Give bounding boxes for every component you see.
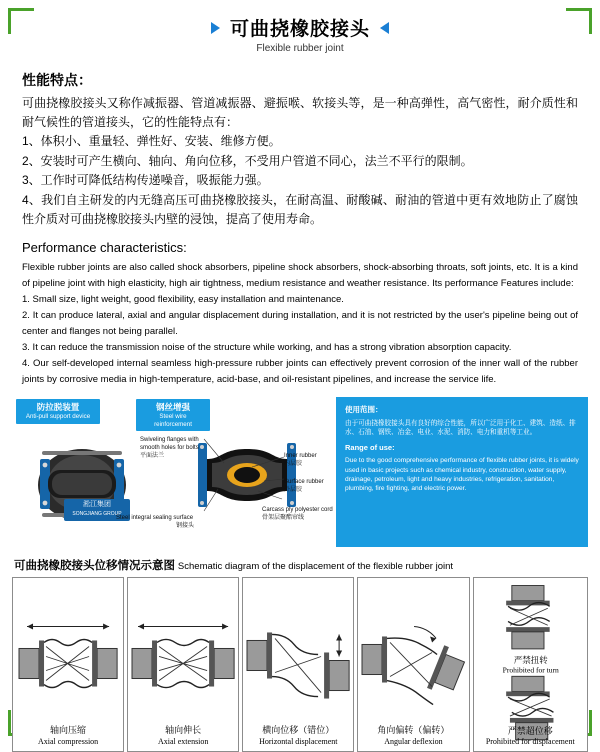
paragraph-cn-4: 4、我们自主研发的内无缝高压可曲挠橡胶接头，在耐高温、耐酸碱、耐油的管道中更有效地防止了腐蚀性介质对可曲挠橡胶接头内壁的浸蚀，提高了使用寿命。 xyxy=(22,192,578,226)
caption-prohibited-displacement: 严禁超位移 Prohibited for displacement xyxy=(485,725,575,747)
paragraph-en-1: 1. Small size, light weight, good flexibility, easy installation and maintenance. xyxy=(22,293,344,305)
schematic-cell-angular-deflexion xyxy=(357,577,469,752)
brand-badge-cn: 淞江集团 xyxy=(83,501,111,509)
figure-label-flat-flange-cn: 平面法兰 xyxy=(140,453,165,460)
schematic-heading xyxy=(14,557,586,573)
prohibited-turn-en: Prohibited for turn xyxy=(502,665,559,675)
corner-decoration-top-left xyxy=(8,8,34,34)
figure-label-surface-rubber: Surface rubber xyxy=(284,479,324,486)
schematic-cell-axial-extension xyxy=(127,577,239,752)
brand-badge-en: SONGJIANG GROUP xyxy=(72,510,122,517)
section-heading-en: Performance characteristics: xyxy=(22,240,187,256)
paragraph-cn-1: 1、体积小、重量轻、弹性好、安装、维修方便。 xyxy=(22,134,281,149)
figure-illustrations xyxy=(12,397,333,547)
schematic-grid xyxy=(12,577,588,752)
paragraph-cn-0: 可曲挠橡胶接头又称作减振器、管道减振器、避振喉、软接头等，是一种高弹性，高气密性，耐介质性和耐气候性的管道接头，它的性能特点有： xyxy=(22,96,578,129)
figure-label-inner-rubber-cn: 内层胶 xyxy=(284,461,303,468)
range-of-use-title-cn: 使用范围： xyxy=(345,405,383,415)
figure-label-sealing-surface: Steel integral sealing surface xyxy=(116,515,194,522)
range-of-use-panel xyxy=(336,397,588,547)
paragraph-en-3: 3. It can reduce the transmission noise of the structure while working, and has a strong vibration absorption capacity. xyxy=(22,342,512,354)
schematic-heading-cn: 可曲挠橡胶接头位移情况示意图 xyxy=(14,560,175,573)
paragraph-cn-2: 2、安装时可产生横向、轴向、角向位移，不受用户管道不同心，法兰不平行的限制。 xyxy=(22,153,473,168)
callout-anti-pull-cn: 防拉脱装置 xyxy=(36,402,80,413)
figure-label-carcass-ply: Carcass ply polyester cord xyxy=(262,507,333,514)
schematic-cell-prohibited xyxy=(473,577,589,752)
callout-steel-wire-cn: 钢丝增强 xyxy=(155,402,190,413)
range-of-use-body-en: Due to the good comprehensive performance of flexible rubber joints, it is widely used in basic projects such as chemical industry, construction, water supply, drainage, petroleum, light and heavy industries, refrigeration, sanitation, plumbing, fire fighting, and electric power. xyxy=(345,457,579,493)
figure-label-swiveling-flanges: Swiveling flanges with xyxy=(140,437,199,444)
corner-decoration-top-right xyxy=(566,8,592,34)
title-row xyxy=(0,14,600,41)
page-header xyxy=(0,0,600,54)
callout-steel-wire-en: Steel wire reinforcement xyxy=(154,412,192,428)
section-heading-cn: 性能特点： xyxy=(22,72,92,88)
callout-anti-pull xyxy=(16,399,100,423)
figure-label-inner-rubber: Inner rubber xyxy=(284,453,317,460)
prohibited-turn-cn: 严禁扭转 xyxy=(513,656,548,667)
caption-horizontal-displacement: 横向位移（错位） Horizontal displacement xyxy=(259,725,338,746)
paragraph-en-2: 2. It can produce lateral, axial and angular displacement during installation, and it is not restricted by the user's pipeline being out of center and flanges not being parallel. xyxy=(22,310,578,337)
page-title-en: Flexible rubber joint xyxy=(256,43,344,54)
range-of-use-title-en: Range of use: xyxy=(345,442,395,452)
paragraph-cn-3: 3、工作时可降低结构传递噪音，吸振能力强。 xyxy=(22,173,269,188)
paragraph-en-4: 4. Our self-developed internal seamless high-pressure rubber joints can effectively prevent corrosion of the inner wall of the rubber joints by corrosive media in high-temperature, acid-base, and oil-resistant pipelines, and increase the service life. xyxy=(22,358,578,385)
product-figure-panel xyxy=(12,397,588,547)
triangle-left-icon xyxy=(211,22,220,34)
figure-label-smooth-holes: smooth holes for bolts xyxy=(140,445,199,452)
schematic-cell-horizontal-displacement xyxy=(242,577,354,752)
caption-axial-extension: 轴向伸长 Axial extension xyxy=(157,725,209,746)
paragraph-en-0: Flexible rubber joints are also called shock absorbers, pipeline shock absorbers, shock-absorbing throats, soft joints, etc. It is a kind of pipeline joint with high elasticity, high air tightness, medium resistance and weather resistance. Its performance Features include: xyxy=(22,262,578,289)
figure-label-surface-rubber-cn: 外层胶 xyxy=(284,487,303,494)
figure-label-steel-joint-cn: 钢接头 xyxy=(176,523,195,530)
range-of-use-body-cn: 由于可曲挠橡胶接头具有良好的综合性能，所以广泛用于化工、建筑、造纸、排水、石油、钢铁、冶金、电业、水泥、消防、电力和重机等工业。 xyxy=(345,419,576,437)
caption-angular-deflexion: 角向偏转（偏转） Angular deflexion xyxy=(377,725,450,746)
figure-label-carcass-ply-cn: 骨架层聚酯帘线 xyxy=(262,515,305,522)
callout-anti-pull-en: Anti-pull support device xyxy=(25,412,91,420)
triangle-right-icon xyxy=(380,22,389,34)
schematic-heading-en: Schematic diagram of the displacement of the flexible rubber joint xyxy=(177,561,454,573)
schematic-cell-axial-compression xyxy=(12,577,124,752)
page-title-cn: 可曲挠橡胶接头 xyxy=(229,19,370,40)
body-content xyxy=(0,54,600,387)
caption-axial-compression: 轴向压缩 Axial compression xyxy=(37,725,99,746)
